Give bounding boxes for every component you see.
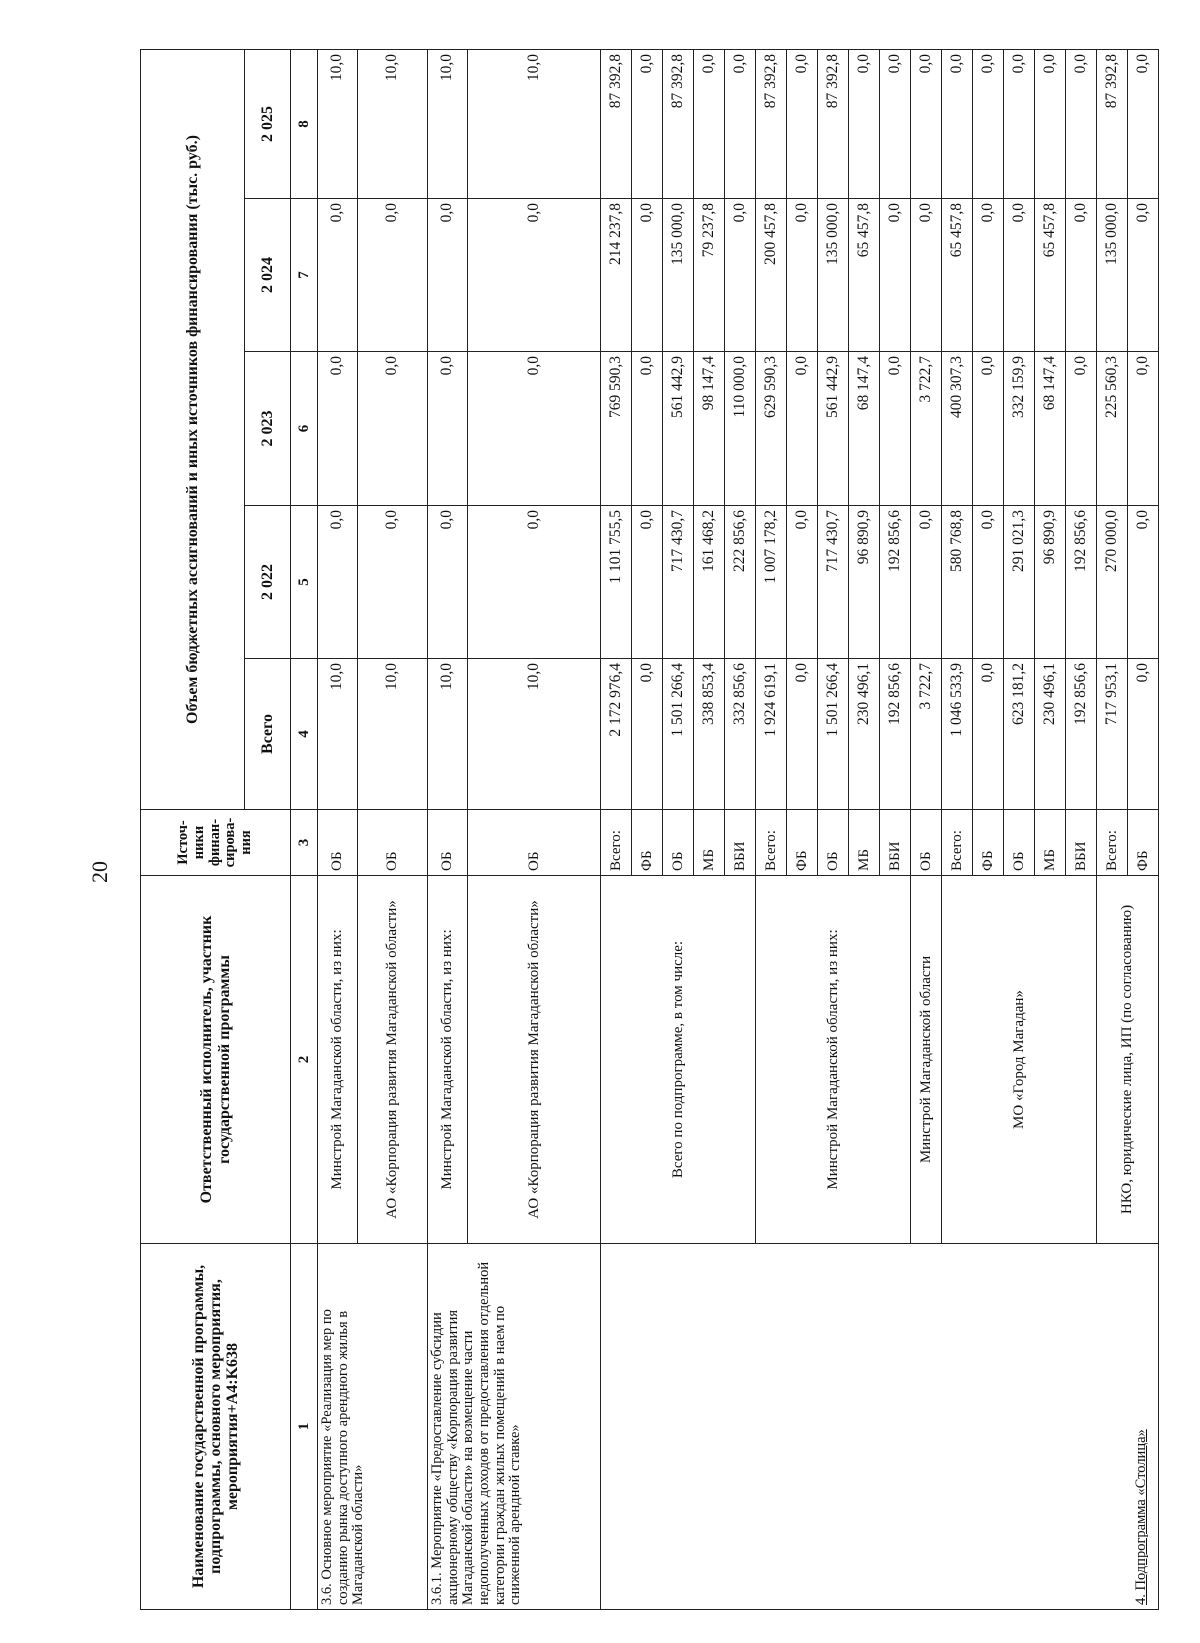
header-budget-volume: Объем бюджетных ассигнований и иных источников финансирования (тыс. руб.) — [141, 49, 245, 809]
column-index: 3 — [291, 810, 318, 876]
page-number: 20 — [87, 861, 112, 883]
header-2025: 2 025 — [245, 49, 291, 198]
value-cell: 192 856,6 — [880, 506, 911, 659]
value-cell: 65 457,8 — [1035, 199, 1066, 352]
value-cell: 68 147,4 — [849, 352, 880, 506]
value-cell: 0,0 — [973, 49, 1004, 198]
value-cell: 0,0 — [849, 49, 880, 198]
budget-table — [140, 49, 1159, 1610]
source-cell: ОБ — [318, 810, 358, 876]
source-cell: ВБИ — [880, 810, 911, 876]
column-index: 8 — [291, 49, 318, 198]
value-cell: 0,0 — [1128, 659, 1159, 810]
value-cell: 0,0 — [973, 659, 1004, 810]
value-cell: 98 147,4 — [694, 352, 725, 506]
value-cell: 0,0 — [318, 352, 358, 506]
header-executor: Ответственный исполнитель, участник государственной программы — [141, 876, 291, 1244]
value-cell: 87 392,8 — [663, 49, 694, 198]
value-cell: 68 147,4 — [1035, 352, 1066, 506]
source-cell: ФБ — [787, 810, 818, 876]
measure-name: 3.6.1. Мероприятие «Предоставление субсидии акционерному обществу «Корпорация развития Магаданской области» на возмещение части недополученных доходов от предоставления отдельной категории граждан жилых помещений в наем по сниженной арендной ставке» — [428, 1244, 601, 1610]
executor-cell: Минстрой Магаданской области — [911, 876, 942, 1244]
value-cell: 0,0 — [428, 352, 468, 506]
value-cell: 65 457,8 — [942, 199, 973, 352]
value-cell: 10,0 — [468, 659, 601, 810]
value-cell: 1 501 266,4 — [663, 659, 694, 810]
column-index: 2 — [291, 876, 318, 1244]
value-cell: 0,0 — [787, 352, 818, 506]
value-cell: 0,0 — [911, 199, 942, 352]
value-cell: 0,0 — [468, 506, 601, 659]
value-cell: 0,0 — [428, 506, 468, 659]
value-cell: 87 392,8 — [1097, 49, 1128, 198]
value-cell: 1 007 178,2 — [756, 506, 787, 659]
executor-cell: Минстрой Магаданской области, из них: — [756, 876, 911, 1244]
value-cell: 0,0 — [632, 352, 663, 506]
value-cell: 0,0 — [632, 506, 663, 659]
value-cell: 230 496,1 — [849, 659, 880, 810]
subprogram-title: 4. Подпрограмма «Столица» — [1133, 1429, 1150, 1605]
value-cell: 192 856,6 — [880, 659, 911, 810]
value-cell: 0,0 — [1004, 199, 1035, 352]
value-cell: 10,0 — [358, 659, 428, 810]
value-cell: 0,0 — [318, 506, 358, 659]
value-cell: 10,0 — [358, 49, 428, 198]
value-cell: 200 457,8 — [756, 199, 787, 352]
source-cell: ОБ — [1004, 810, 1035, 876]
measure-name: 3.6. Основное мероприятие «Реализация мер по созданию рынка доступного арендного жилья в Магаданской области» — [318, 1244, 428, 1610]
value-cell: 0,0 — [1066, 199, 1097, 352]
value-cell: 0,0 — [725, 49, 756, 198]
value-cell: 0,0 — [1128, 49, 1159, 198]
value-cell: 87 392,8 — [818, 49, 849, 198]
value-cell: 0,0 — [632, 659, 663, 810]
table-row — [428, 49, 468, 1609]
executor-cell: АО «Корпорация развития Магаданской области» — [468, 876, 601, 1244]
value-cell: 0,0 — [468, 199, 601, 352]
value-cell: 110 000,0 — [725, 352, 756, 506]
value-cell: 580 768,8 — [942, 506, 973, 659]
value-cell: 0,0 — [1004, 49, 1035, 198]
value-cell: 1 101 755,5 — [601, 506, 632, 659]
value-cell: 0,0 — [880, 199, 911, 352]
executor-cell: НКО, юридические лица, ИП (по согласованию) — [1097, 876, 1159, 1244]
value-cell: 717 430,7 — [818, 506, 849, 659]
value-cell: 1 046 533,9 — [942, 659, 973, 810]
value-cell: 717 953,1 — [1097, 659, 1128, 810]
executor-cell: Минстрой Магаданской области, из них: — [318, 876, 358, 1244]
source-cell: МБ — [694, 810, 725, 876]
header-2023: 2 023 — [245, 352, 291, 506]
header-funding-source: Источ-ники финан-сирова-ния — [141, 810, 291, 876]
value-cell: 338 853,4 — [694, 659, 725, 810]
value-cell: 0,0 — [318, 199, 358, 352]
column-index: 6 — [291, 352, 318, 506]
table-row — [318, 49, 358, 1609]
value-cell: 623 181,2 — [1004, 659, 1035, 810]
value-cell: 0,0 — [1128, 506, 1159, 659]
column-index-row — [291, 49, 318, 1609]
value-cell: 135 000,0 — [818, 199, 849, 352]
value-cell: 87 392,8 — [756, 49, 787, 198]
table-row — [601, 49, 632, 1609]
value-cell: 0,0 — [973, 506, 1004, 659]
value-cell: 0,0 — [911, 506, 942, 659]
column-index: 7 — [291, 199, 318, 352]
value-cell: 332 856,6 — [725, 659, 756, 810]
source-cell: ОБ — [818, 810, 849, 876]
rotated-table-wrapper — [140, 50, 1151, 1610]
value-cell: 291 021,3 — [1004, 506, 1035, 659]
value-cell: 400 307,3 — [942, 352, 973, 506]
value-cell: 0,0 — [1066, 352, 1097, 506]
value-cell: 96 890,9 — [849, 506, 880, 659]
value-cell: 161 468,2 — [694, 506, 725, 659]
value-cell: 96 890,9 — [1035, 506, 1066, 659]
value-cell: 10,0 — [318, 659, 358, 810]
value-cell: 0,0 — [787, 49, 818, 198]
value-cell: 65 457,8 — [849, 199, 880, 352]
source-cell: Всего: — [601, 810, 632, 876]
value-cell: 0,0 — [358, 506, 428, 659]
value-cell: 0,0 — [911, 49, 942, 198]
executor-cell: Всего по подпрограмме, в том числе: — [601, 876, 756, 1244]
source-cell: ВБИ — [1066, 810, 1097, 876]
value-cell: 0,0 — [880, 49, 911, 198]
value-cell: 214 237,8 — [601, 199, 632, 352]
value-cell: 1 924 619,1 — [756, 659, 787, 810]
value-cell: 0,0 — [725, 199, 756, 352]
value-cell: 192 856,6 — [1066, 506, 1097, 659]
value-cell: 561 442,9 — [818, 352, 849, 506]
source-cell: ВБИ — [725, 810, 756, 876]
value-cell: 332 159,9 — [1004, 352, 1035, 506]
value-cell: 0,0 — [1066, 49, 1097, 198]
value-cell: 717 430,7 — [663, 506, 694, 659]
value-cell: 0,0 — [358, 199, 428, 352]
column-index: 1 — [291, 1244, 318, 1610]
value-cell: 10,0 — [428, 49, 468, 198]
header-2022: 2 022 — [245, 506, 291, 659]
value-cell: 0,0 — [1128, 199, 1159, 352]
value-cell: 0,0 — [428, 199, 468, 352]
value-cell: 0,0 — [787, 659, 818, 810]
source-cell: ФБ — [632, 810, 663, 876]
value-cell: 0,0 — [1035, 49, 1066, 198]
source-cell: ФБ — [973, 810, 1004, 876]
value-cell: 561 442,9 — [663, 352, 694, 506]
column-index: 5 — [291, 506, 318, 659]
source-cell: МБ — [849, 810, 880, 876]
source-cell: ОБ — [911, 810, 942, 876]
source-cell: ФБ — [1128, 810, 1159, 876]
value-cell: 10,0 — [428, 659, 468, 810]
executor-cell: Минстрой Магаданской области, из них: — [428, 876, 468, 1244]
executor-cell: МО «Город Магадан» — [942, 876, 1097, 1244]
value-cell: 222 856,6 — [725, 506, 756, 659]
header-program-name: Наименование государственной программы, подпрограммы, основного мероприятия, мероприятия+A4:K638 — [141, 1244, 291, 1610]
value-cell: 225 560,3 — [1097, 352, 1128, 506]
value-cell: 79 237,8 — [694, 199, 725, 352]
source-cell: ОБ — [468, 810, 601, 876]
value-cell: 0,0 — [632, 199, 663, 352]
source-cell: ОБ — [663, 810, 694, 876]
value-cell: 0,0 — [787, 506, 818, 659]
source-cell: ОБ — [428, 810, 468, 876]
subprogram-name — [601, 1244, 1159, 1610]
value-cell: 135 000,0 — [1097, 199, 1128, 352]
value-cell: 769 590,3 — [601, 352, 632, 506]
value-cell: 230 496,1 — [1035, 659, 1066, 810]
value-cell: 2 172 976,4 — [601, 659, 632, 810]
value-cell: 192 856,6 — [1066, 659, 1097, 810]
header-total: Всего — [245, 659, 291, 810]
source-cell: Всего: — [1097, 810, 1128, 876]
value-cell: 270 000,0 — [1097, 506, 1128, 659]
value-cell: 629 590,3 — [756, 352, 787, 506]
value-cell: 0,0 — [942, 49, 973, 198]
header-2024: 2 024 — [245, 199, 291, 352]
value-cell: 10,0 — [468, 49, 601, 198]
value-cell: 0,0 — [468, 352, 601, 506]
value-cell: 0,0 — [1128, 352, 1159, 506]
value-cell: 0,0 — [973, 352, 1004, 506]
column-index: 4 — [291, 659, 318, 810]
value-cell: 1 501 266,4 — [818, 659, 849, 810]
source-cell: ОБ — [358, 810, 428, 876]
value-cell: 135 000,0 — [663, 199, 694, 352]
value-cell: 0,0 — [694, 49, 725, 198]
value-cell: 0,0 — [973, 199, 1004, 352]
value-cell: 3 722,7 — [911, 659, 942, 810]
value-cell: 0,0 — [632, 49, 663, 198]
value-cell: 0,0 — [787, 199, 818, 352]
source-cell: Всего: — [756, 810, 787, 876]
value-cell: 0,0 — [880, 352, 911, 506]
value-cell: 10,0 — [318, 49, 358, 198]
value-cell: 0,0 — [358, 352, 428, 506]
source-cell: МБ — [1035, 810, 1066, 876]
source-cell: Всего: — [942, 810, 973, 876]
executor-cell: АО «Корпорация развития Магаданской области» — [358, 876, 428, 1244]
value-cell: 87 392,8 — [601, 49, 632, 198]
value-cell: 3 722,7 — [911, 352, 942, 506]
